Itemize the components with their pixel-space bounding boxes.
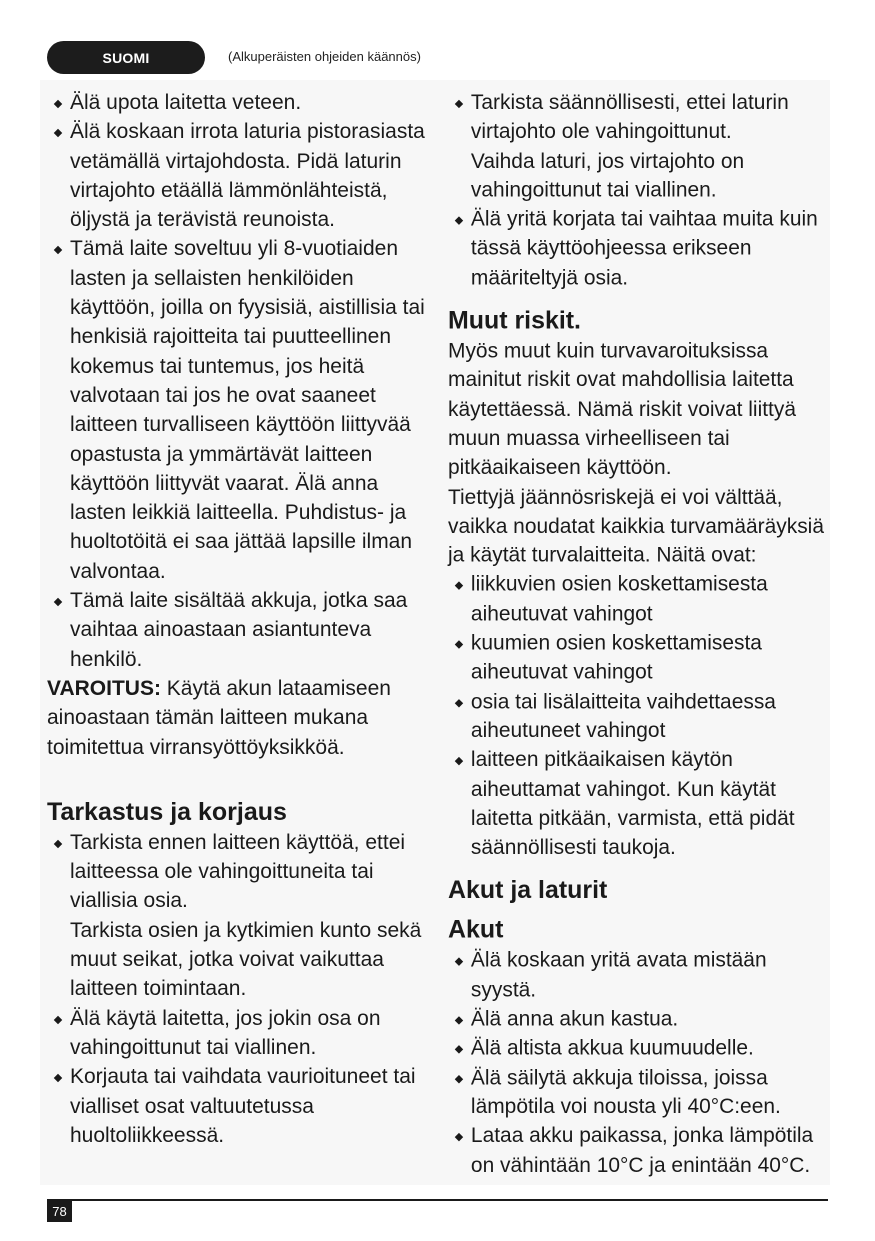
bullet-icon	[54, 129, 62, 137]
bullet-icon	[455, 1045, 463, 1053]
list-item: Älä koskaan yritä avata mistään syystä.	[448, 946, 827, 1004]
list-item: Älä koskaan irrota laturia pistorasiasta vetämällä virtajohdosta. Pidä laturin virtajohto etäällä lämmönlähteistä, öljystä ja terävistä reunoista.	[47, 117, 427, 234]
bullet-icon	[455, 1133, 463, 1141]
footer-divider	[47, 1199, 828, 1201]
bullet-icon	[455, 582, 463, 590]
list-item: kuumien osien koskettamisesta aiheutuvat vahingot	[448, 629, 827, 687]
bullet-icon	[54, 100, 62, 108]
bullet-icon	[455, 217, 463, 225]
bullet-icon	[54, 1074, 62, 1082]
page-number: 78	[47, 1200, 72, 1222]
list-item: Tämä laite soveltuu yli 8-vuotiaiden lasten ja sellaisten henkilöiden käyttöön, joilla on fyysisiä, aistillisia tai henkisiä rajoitteita tai puutteellinen kokemus tai tuntemus, jos heitä valvotaan tai jos he ovat saaneet laitteen turvalliseen käyttöön liittyvää opastusta ja ymmärtävät laitteen käyttöön liittyvät vaarat. Älä anna lasten leikkiä laitteella. Puhdistus- ja huoltotöitä ei saa jättää lapsille ilman valvontaa.	[47, 234, 427, 586]
list-item: Tarkista ennen laitteen käyttöä, ettei laitteessa ole vahingoittuneita tai viallisia osia. Tarkista osien ja kytkimien kunto sekä muut seikat, jotka voivat vaikuttaa laitteen toimintaan.	[47, 828, 427, 1004]
list-item: liikkuvien osien koskettamisesta aiheutuvat vahingot	[448, 570, 827, 628]
list-item: Korjauta tai vaihdata vaurioituneet tai vialliset osat valtuutetussa huoltoliikkeessä.	[47, 1062, 427, 1150]
bullet-icon	[455, 958, 463, 966]
list-item: Älä altista akkua kuumuudelle.	[448, 1034, 827, 1063]
list-item: osia tai lisälaitteita vaihdettaessa aiheutuneet vahingot	[448, 687, 827, 745]
bullet-icon	[54, 598, 62, 606]
bullet-icon	[54, 1015, 62, 1023]
bullet-icon	[455, 699, 463, 707]
list-item: Älä anna akun kastua.	[448, 1004, 827, 1033]
section-heading-other-risks: Muut riskit.	[448, 306, 581, 335]
section-heading-inspection: Tarkastus ja korjaus	[47, 797, 287, 826]
language-badge: SUOMI	[47, 41, 205, 74]
bullet-icon	[455, 1016, 463, 1024]
inspection-bullet-list	[47, 828, 427, 1150]
list-item: Älä käytä laitetta, jos jokin osa on vahingoittunut tai viallinen.	[47, 1004, 427, 1063]
batteries-bullet-list	[448, 946, 827, 1180]
list-item: Tämä laite sisältää akkuja, jotka saa vaihtaa ainoastaan asiantunteva henkilö.	[47, 586, 427, 674]
warning-label: VAROITUS:	[47, 676, 161, 700]
left-column	[47, 88, 427, 1150]
list-item: Tarkista säännöllisesti, ettei laturin virtajohto ole vahingoittunut. Vaihda laturi, jos virtajohto on vahingoittunut tai viallinen.	[448, 88, 827, 205]
list-item: Lataa akku paikassa, jonka lämpötila on vähintään 10°C ja enintään 40°C.	[448, 1121, 827, 1179]
risks-bullet-list	[448, 570, 827, 862]
risks-paragraph-2: Tiettyjä jäännösriskejä ei voi välttää, vaikka noudatat kaikkia turvamääräyksiä ja käytät turvalaitteita. Näitä ovat:	[448, 485, 824, 567]
list-item: Älä säilytä akkuja tiloissa, joissa lämpötila voi nousta yli 40°C:een.	[448, 1063, 827, 1121]
translation-note: (Alkuperäisten ohjeiden käännös)	[228, 49, 421, 64]
list-item: Älä yritä korjata tai vaihtaa muita kuin tässä käyttöohjeessa erikseen määriteltyjä osia.	[448, 205, 827, 293]
safety-bullet-list	[47, 88, 427, 674]
bullet-icon	[455, 757, 463, 765]
section-heading-batteries-chargers: Akut ja laturit	[448, 876, 608, 905]
warning-paragraph	[47, 674, 427, 762]
warning-text: Käytä akun lataamiseen ainoastaan tämän laitteen mukana toimitettua virransyöttöyksikköä.	[47, 676, 391, 759]
list-item: Älä upota laitetta veteen.	[47, 88, 427, 117]
risks-paragraph: Myös muut kuin turvavaroituksissa mainitut riskit ovat mahdollisia laitetta käytettäessä. Nämä riskit voivat liittyä muun muassa virheelliseen tai pitkäaikaiseen käyttöön.	[448, 339, 796, 480]
bullet-icon	[54, 246, 62, 254]
list-item: laitteen pitkäaikaisen käytön aiheuttamat vahingot. Kun käytät laitetta pitkään, varmista, että pidät säännöllisesti taukoja.	[448, 745, 827, 862]
right-column	[448, 88, 827, 1180]
bullet-icon	[54, 840, 62, 848]
bullet-icon	[455, 100, 463, 108]
section-heading-batteries: Akut	[448, 916, 504, 945]
charger-bullet-list	[448, 88, 827, 293]
bullet-icon	[455, 1075, 463, 1083]
bullet-icon	[455, 640, 463, 648]
